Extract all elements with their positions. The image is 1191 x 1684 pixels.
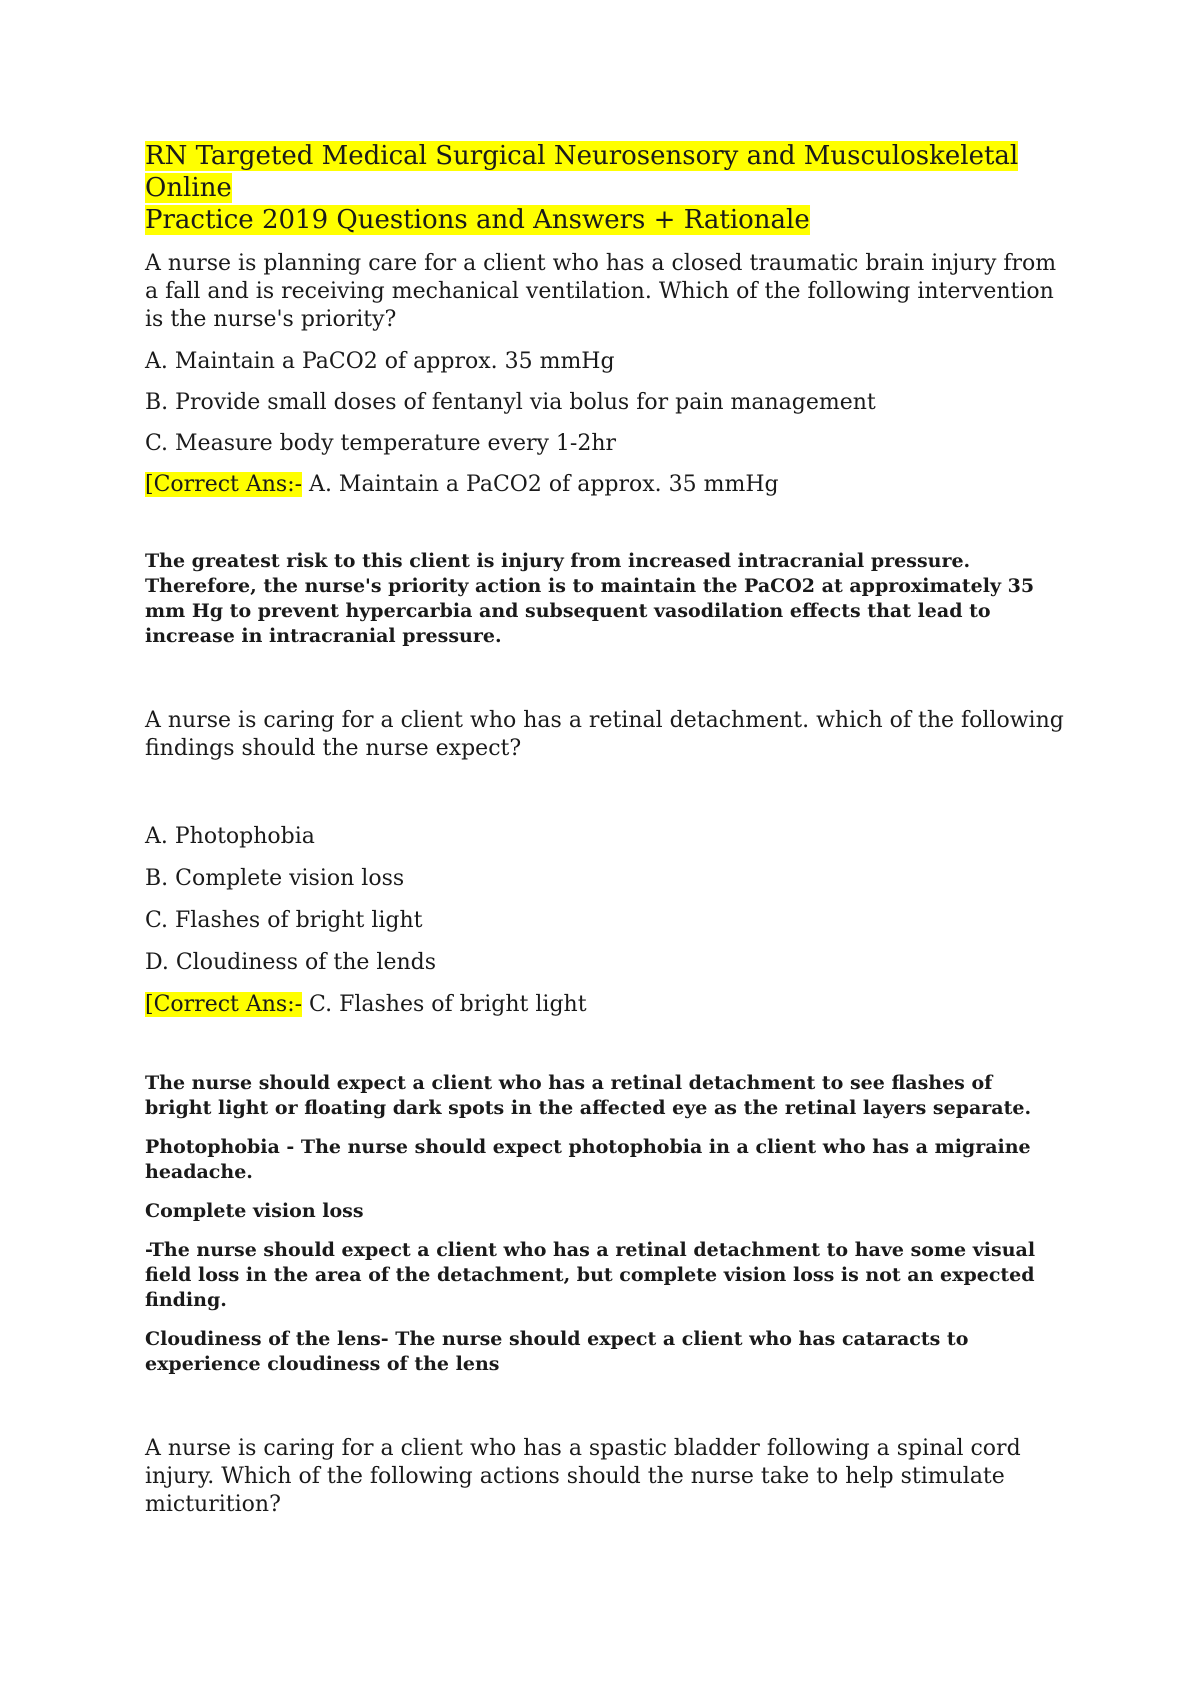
question-2-option-a: A. Photophobia [145, 824, 315, 849]
question-2-option-d: D. Cloudiness of the lends [145, 950, 437, 975]
question-2-rationale-2: Photophobia - The nurse should expect photophobia in a client who has a migraine headache. [145, 1136, 1031, 1183]
question-2-rationale-4: -The nurse should expect a client who has a retinal detachment to have some visual field loss in the area of the detachment, but complete vision loss is not an expected finding. [145, 1239, 1036, 1311]
question-1-answer [145, 471, 1065, 499]
question-2-answer [145, 991, 1065, 1019]
document-page [145, 140, 1065, 1519]
correct-answer-label: [Correct Ans:- [145, 992, 303, 1017]
document-title [145, 140, 1065, 236]
correct-answer-label: [Correct Ans:- [145, 472, 303, 497]
question-1-option-c: C. Measure body temperature every 1-2hr [145, 431, 617, 456]
question-1-answer-text: A. Maintain a PaCO2 of approx. 35 mmHg [302, 472, 779, 497]
question-2-text: A nurse is caring for a client who has a retinal detachment. which of the following findings should the nurse expect? [145, 708, 1064, 761]
question-2-rationale-3: Complete vision loss [145, 1200, 364, 1222]
question-2-answer-text: C. Flashes of bright light [302, 992, 587, 1017]
question-2-rationale-5: Cloudiness of the lens- The nurse should expect a client who has cataracts to experience cloudiness of the lens [145, 1328, 969, 1375]
question-1-option-b: B. Provide small doses of fentanyl via bolus for pain management [145, 390, 876, 415]
question-1-text: A nurse is planning care for a client who has a closed traumatic brain injury from a fall and is receiving mechanical ventilation. Which of the following intervention is the nurse's priority? [145, 251, 1057, 332]
title-line-2: Practice 2019 Questions and Answers + Rationale [145, 205, 810, 235]
title-line-1: RN Targeted Medical Surgical Neurosensory and Musculoskeletal Online [145, 141, 1019, 203]
question-1-rationale: The greatest risk to this client is injury from increased intracranial pressure. Therefore, the nurse's priority action is to maintain the PaCO2 at approximately 35 mm Hg to prevent hypercarbia and subsequent vasodilation effects that lead to increase in intracranial pressure. [145, 550, 1035, 647]
question-2-rationale-1: The nurse should expect a client who has a retinal detachment to see flashes of bright light or floating dark spots in the affected eye as the retinal layers separate. [145, 1072, 1032, 1119]
question-2-option-c: C. Flashes of bright light [145, 908, 423, 933]
question-2-option-b: B. Complete vision loss [145, 866, 405, 891]
question-1-option-a: A. Maintain a PaCO2 of approx. 35 mmHg [145, 349, 615, 374]
question-3-text: A nurse is caring for a client who has a spastic bladder following a spinal cord injury. Which of the following actions should the nurse take to help stimulate micturition? [145, 1436, 1021, 1517]
